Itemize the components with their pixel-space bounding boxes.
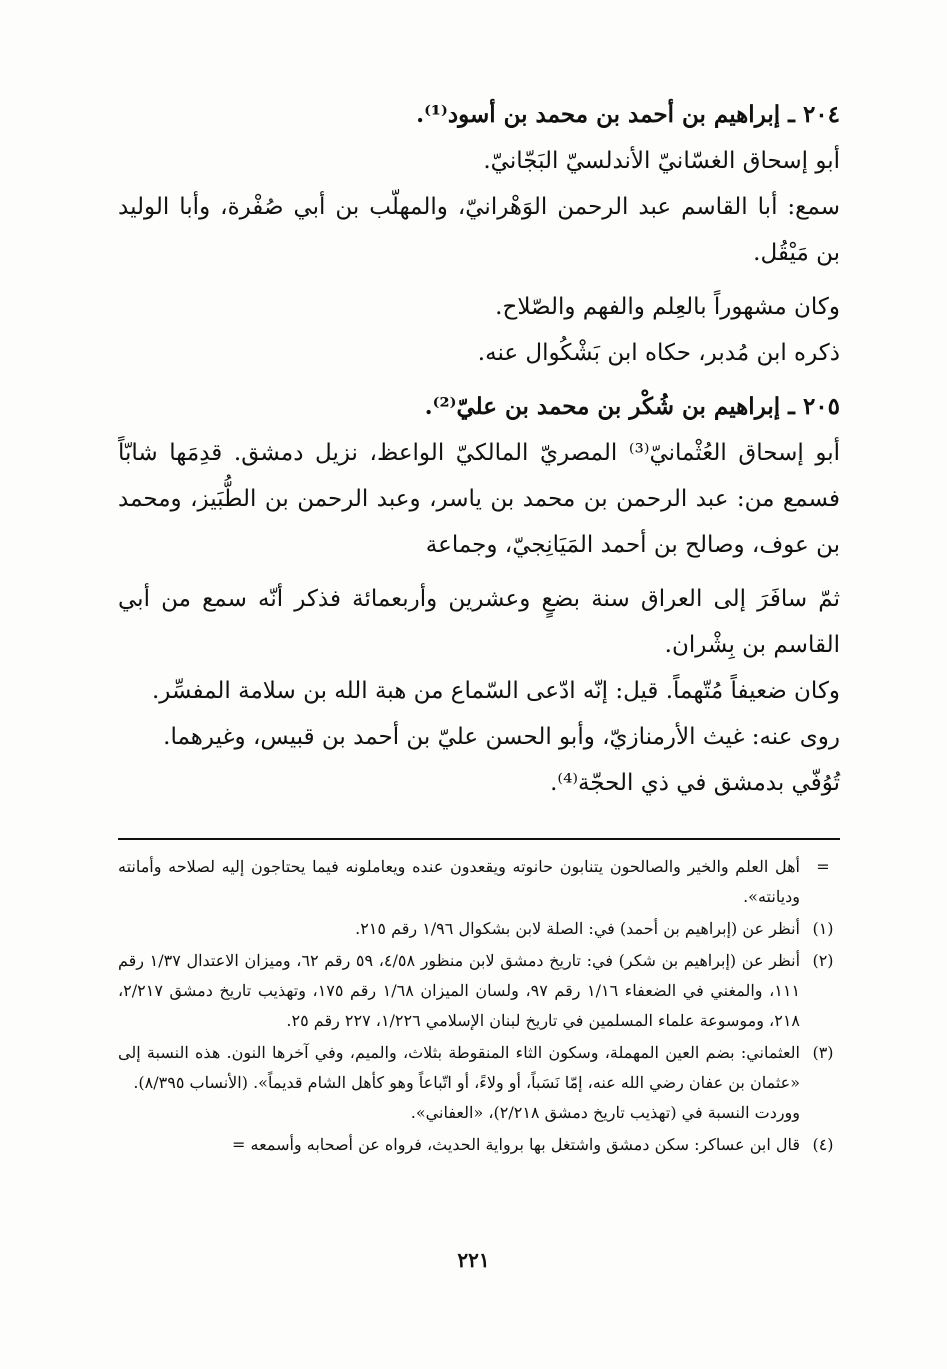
footnote-1 [118,914,846,944]
entry-205-weakness: وكان ضعيفاً مُتّهماً. قيل: إنّه ادّعى السّماع من هبة الله بن سلامة المفسِّر. [151,678,840,704]
footnote-divider [118,838,840,840]
entry-204-kunya: أبو إسحاق الغسّانيّ الأندلسيّ البَجّانيّ. [483,148,840,174]
footnote-text: أهل العلم والخير والصالحون يتنابون حانوته ويقعدون عنده ويعاملونه فيما يحتاجون إليه لصلاحه وأمانته وديانته». [118,857,800,906]
footnote-marker: (٢) [812,951,834,970]
entry-204-praise: وكان مشهوراً بالعِلم والفهم والصّلاح. [495,294,840,320]
entry-205-heading: ٢٠٥ ـ إبراهيم بن شُكْر بن محمد بن عليّ⁽²⁾. [424,393,840,420]
main-text [118,92,840,806]
footnote-text: ووردت النسبة في (تهذيب تاريخ دمشق ٢/٢١٨)، «العفاني». [410,1103,800,1122]
entry-205-narrators: روى عنه: غيث الأرمنازيّ، وأبو الحسن عليّ بن أحمد بن قبيس، وغيرهما. [163,724,840,750]
footnote-marker: (١) [812,919,834,938]
footnote-marker: = [816,857,830,876]
entry-204-source: ذكره ابن مُدبر، حكاه ابن بَشْكُوال عنه. [477,340,840,366]
footnote-text: أنظر عن (إبراهيم بن أحمد) في: الصلة لابن بشكوال ١/٩٦ رقم ٢١٥. [355,919,800,938]
footnote-4 [118,1130,846,1160]
footnotes [118,852,846,1162]
footnote-text: أنظر عن (إبراهيم بن شكر) في: تاريخ دمشق لابن منظور ٤/٥٨، ٥٩ رقم ٦٢، وميزان الاعتدال ١/٣٧ رقم ١١١، والمغني في الضعفاء ١/١٦ رقم ٩٧، ولسان الميزان ١/٦٨ رقم ١٧٥، وتهذيب تاريخ دمشق ٢/٢١٧، ٢١٨، وموسوعة علماء المسلمين في تاريخ لبنان الإسلامي ١/٢٢٦، ٢٢٧ رقم ٢٥. [118,951,801,1030]
footnote-text: قال ابن عساكر: سكن دمشق واشتغل بها برواية الحديث، فرواه عن أصحابه وأسمعه = [232,1135,800,1154]
page-number: ٢٢١ [457,1248,490,1272]
entry-205-travel: ثمّ سافَرَ إلى العراق سنة بضعٍ وعشرين وأربعمائة فذكر أنّه سمع من أبي القاسم بن بِشْران. [118,586,840,658]
footnote-3 [118,1038,846,1128]
entry-204-teachers: سمع: أبا القاسم عبد الرحمن الوَهْرانيّ، والمهلّب بن أبي صُفْرة، وأبا الوليد بن مَيْقُل. [118,194,840,266]
footnote-marker: (٣) [812,1043,834,1062]
footnote-marker: (٤) [812,1135,834,1154]
footnote-continuation [118,852,846,912]
entry-204-heading: ٢٠٤ ـ إبراهيم بن أحمد بن محمد بن أسود⁽¹⁾. [416,101,840,128]
entry-205-death: تُوُفّي بدمشق في ذي الحجّة⁽⁴⁾. [550,770,840,796]
entry-205-kunya: أبو إسحاق العُثْمانيّ⁽³⁾ المصريّ المالكيّ الواعظ، نزيل دمشق. قدِمَها شابّاً فسمع من: عبد الرحمن بن محمد بن ياسر، وعبد الرحمن بن الطُّبَيز، ومحمد بن عوف، وصالح بن أحمد المَيَانِجيّ، وجماعة [118,440,841,558]
footnote-text: العثماني: بضم العين المهملة، وسكون الثاء المنقوطة بثلاث، والميم، وفي آخرها النون. هذه النسبة إلى «عثمان بن عفان رضي الله عنه، إمّا نَسَباً، أو ولاءً، أو اتّباعاً وهو كأهل الشام قديماً». (الأنساب ٨/٣٩٥). [118,1043,800,1092]
footnote-2 [118,946,846,1036]
